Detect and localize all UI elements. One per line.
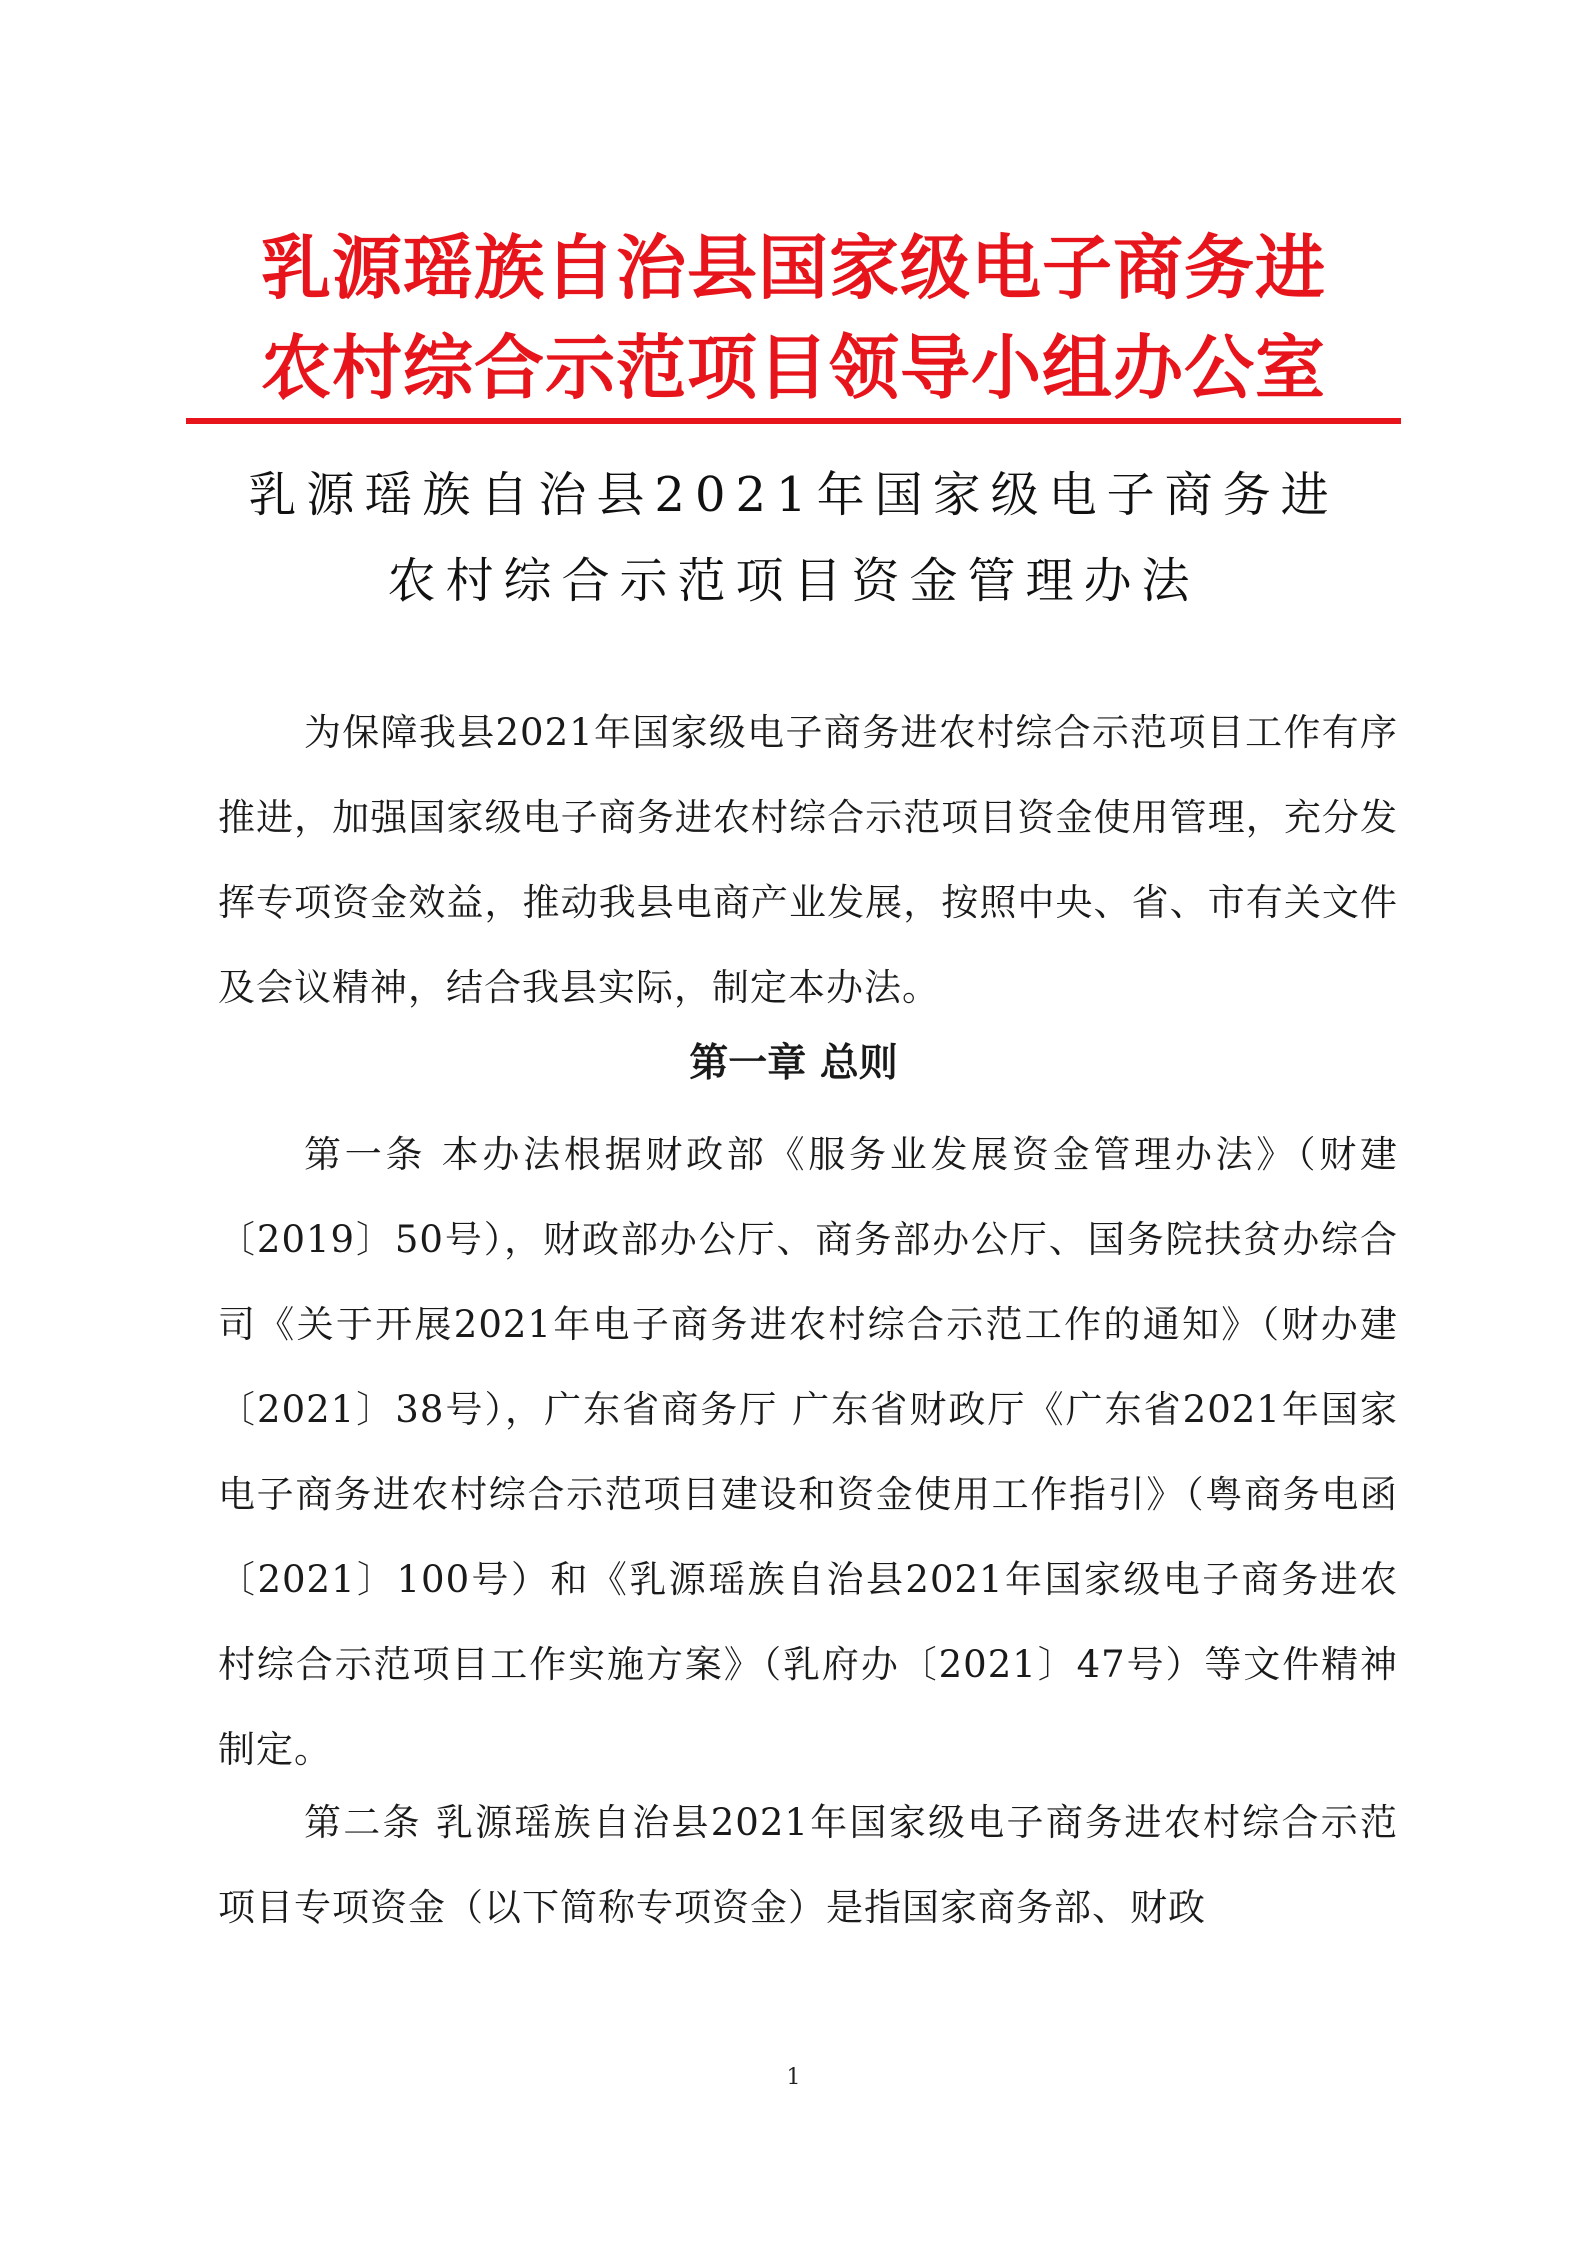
header-line-2: 农村综合示范项目领导小组办公室 — [261, 327, 1326, 409]
title-line-1: 乳源瑶族自治县2021年国家级电子商务进 — [248, 467, 1339, 523]
article-2-paragraph: 第二条 乳源瑶族自治县2021年国家级电子商务进农村综合示范项目专项资金（以下简称专项资金）是指国家商务部、财政 — [218, 1801, 1398, 1929]
page-number: 1 — [786, 2065, 801, 2090]
preamble-paragraph: 为保障我县2021年国家级电子商务进农村综合示范项目工作有序推进，加强国家级电子商务进农村综合示范项目资金使用管理，充分发挥专项资金效益，推动我县电商产业发展，按照中央、省、市有关文件及会议精神，结合我县实际，制定本办法。 — [218, 711, 1398, 1009]
red-divider — [186, 418, 1401, 424]
document-title — [186, 452, 1401, 624]
header-line-1: 乳源瑶族自治县国家级电子商务进 — [261, 227, 1326, 309]
issuing-authority-header — [186, 218, 1401, 418]
chapter-heading: 第一章 总则 — [689, 1041, 898, 1086]
article-1-paragraph: 第一条 本办法根据财政部《服务业发展资金管理办法》（财建〔2019〕50号），财政部办公厅、商务部办公厅、国务院扶贫办综合司《关于开展2021年电子商务进农村综合示范工作的通知》（财办建〔2021〕38号），广东省商务厅 广东省财政厅《广东省2021年国家电子商务进农村综合示范项目建设和资金使用工作指引》（粤商务电函〔2021〕100号）和《乳源瑶族自治县2021年国家级电子商务进农村综合示范项目工作实施方案》（乳府办〔2021〕47号）等文件精神制定。 — [218, 1133, 1398, 1771]
title-line-2: 农村综合示范项目资金管理办法 — [387, 553, 1200, 609]
